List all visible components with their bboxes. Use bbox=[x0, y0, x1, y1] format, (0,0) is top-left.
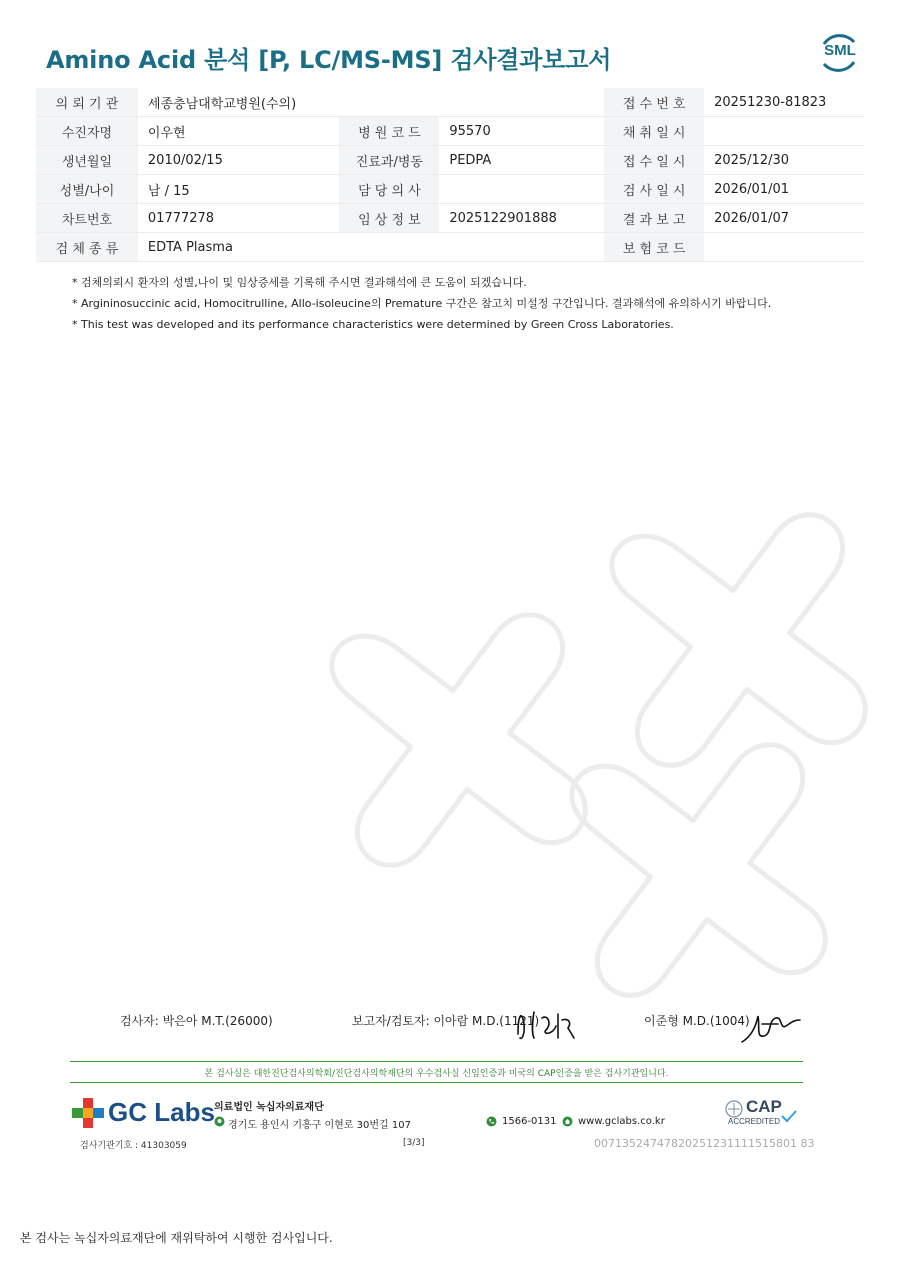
cap-subtitle: ACCREDITED bbox=[728, 1117, 781, 1126]
foundation-name: 의료법인 녹십자의료재단 bbox=[214, 1102, 324, 1113]
label-birth-date: 생년월일 bbox=[36, 146, 138, 175]
certification-text: 본 검사실은 대한진단검사의학회/진단검사의학재단의 우수검사실 신임인증과 미국의 CAP인증을 받은 검사기관입니다. bbox=[204, 1069, 669, 1079]
value-clinical-info: 2025122901888 bbox=[439, 204, 604, 233]
patient-info-table bbox=[36, 88, 864, 262]
value-chart-number: 01777278 bbox=[138, 204, 340, 233]
footer-divider-bottom bbox=[70, 1082, 803, 1083]
director-signature-label: 이준형 M.D.(1004) bbox=[644, 1014, 750, 1028]
note-line: * Argininosuccinic acid, Homocitrulline, Allo-isoleucine의 Premature 구간은 참고치 미설정 구간입니다. 결과해석에 유의하시기 바랍니다. bbox=[72, 297, 772, 310]
phone-icon bbox=[486, 1116, 497, 1127]
value-receipt-date: 2025/12/30 bbox=[704, 146, 864, 175]
value-receipt-number: 20251230-81823 bbox=[704, 88, 864, 117]
label-test-date: 검 사 일 시 bbox=[604, 175, 704, 204]
value-attending-doctor bbox=[439, 175, 604, 204]
phone-number: 1566-0131 bbox=[502, 1116, 557, 1127]
value-requesting-institution: 세종충남대학교병원(수의) bbox=[138, 88, 604, 117]
table-row bbox=[36, 146, 864, 175]
reviewer-signature-icon bbox=[512, 1004, 578, 1044]
barcode-number: 00713524747820251231111515801 83 bbox=[594, 1137, 815, 1150]
label-insurance-code: 보 험 코 드 bbox=[604, 233, 704, 262]
label-result-report: 결 과 보 고 bbox=[604, 204, 704, 233]
footer-divider-top bbox=[70, 1061, 803, 1062]
value-test-date: 2026/01/01 bbox=[704, 175, 864, 204]
value-department: PEDPA bbox=[439, 146, 604, 175]
bottom-note: 본 검사는 녹십자의료재단에 재위탁하여 시행한 검사입니다. bbox=[20, 1231, 333, 1245]
page-number: [3/3] bbox=[403, 1138, 425, 1148]
value-hospital-code: 95570 bbox=[439, 117, 604, 146]
cap-emblem-icon bbox=[724, 1099, 744, 1119]
label-patient-name: 수진자명 bbox=[36, 117, 138, 146]
table-row bbox=[36, 175, 864, 204]
label-receipt-number: 접 수 번 호 bbox=[604, 88, 704, 117]
label-hospital-code: 병 원 코 드 bbox=[339, 117, 439, 146]
label-requesting-institution: 의 뢰 기 관 bbox=[36, 88, 138, 117]
label-chart-number: 차트번호 bbox=[36, 204, 138, 233]
institution-code: 검사기관기호 : 41303059 bbox=[80, 1141, 187, 1151]
cap-title: CAP bbox=[746, 1097, 782, 1116]
website-link[interactable]: www.gclabs.co.kr bbox=[578, 1116, 665, 1127]
gc-labs-cross-icon bbox=[70, 1096, 106, 1130]
table-row bbox=[36, 233, 864, 262]
table-row bbox=[36, 204, 864, 233]
tester-signature-label: 검사자: 박은아 M.T.(26000) bbox=[120, 1014, 273, 1028]
label-collection-date: 채 취 일 시 bbox=[604, 117, 704, 146]
reviewer-signature-label: 보고자/검토자: 이아람 M.D.(1121) bbox=[352, 1014, 540, 1028]
note-line: * This test was developed and its performance characteristics were determined by Green Cross Laboratories. bbox=[72, 318, 674, 331]
label-clinical-info: 임 상 정 보 bbox=[339, 204, 439, 233]
label-specimen-type: 검 체 종 류 bbox=[36, 233, 138, 262]
value-insurance-code bbox=[704, 233, 864, 262]
label-department: 진료과/병동 bbox=[339, 146, 439, 175]
home-icon bbox=[562, 1116, 573, 1127]
label-receipt-date: 접 수 일 시 bbox=[604, 146, 704, 175]
value-specimen-type: EDTA Plasma bbox=[138, 233, 604, 262]
gc-labs-brand: GC Labs bbox=[108, 1097, 215, 1127]
cap-accredited-logo bbox=[724, 1097, 804, 1131]
note-line: * 검체의뢰시 환자의 성별,나이 및 임상증세를 기록해 주시면 결과해석에 큰 도움이 되겠습니다. bbox=[72, 276, 527, 289]
director-signature-icon bbox=[738, 1006, 804, 1046]
table-row bbox=[36, 88, 864, 117]
report-title: Amino Acid 분석 [P, LC/MS-MS] 검사결과보고서 bbox=[46, 46, 612, 74]
location-pin-icon bbox=[214, 1116, 225, 1127]
sml-logo-text: SML bbox=[824, 42, 856, 59]
address-text: 경기도 용인시 기흥구 이현로 30번길 107 bbox=[228, 1120, 411, 1131]
value-collection-date bbox=[704, 117, 864, 146]
value-birth-date: 2010/02/15 bbox=[138, 146, 340, 175]
label-sex-age: 성별/나이 bbox=[36, 175, 138, 204]
notes-section bbox=[72, 272, 771, 335]
value-result-report: 2026/01/07 bbox=[704, 204, 864, 233]
table-row bbox=[36, 117, 864, 146]
label-attending-doctor: 담 당 의 사 bbox=[339, 175, 439, 204]
checkmark-icon bbox=[780, 1109, 798, 1123]
value-sex-age: 남 / 15 bbox=[138, 175, 340, 204]
value-patient-name: 이우현 bbox=[138, 117, 340, 146]
